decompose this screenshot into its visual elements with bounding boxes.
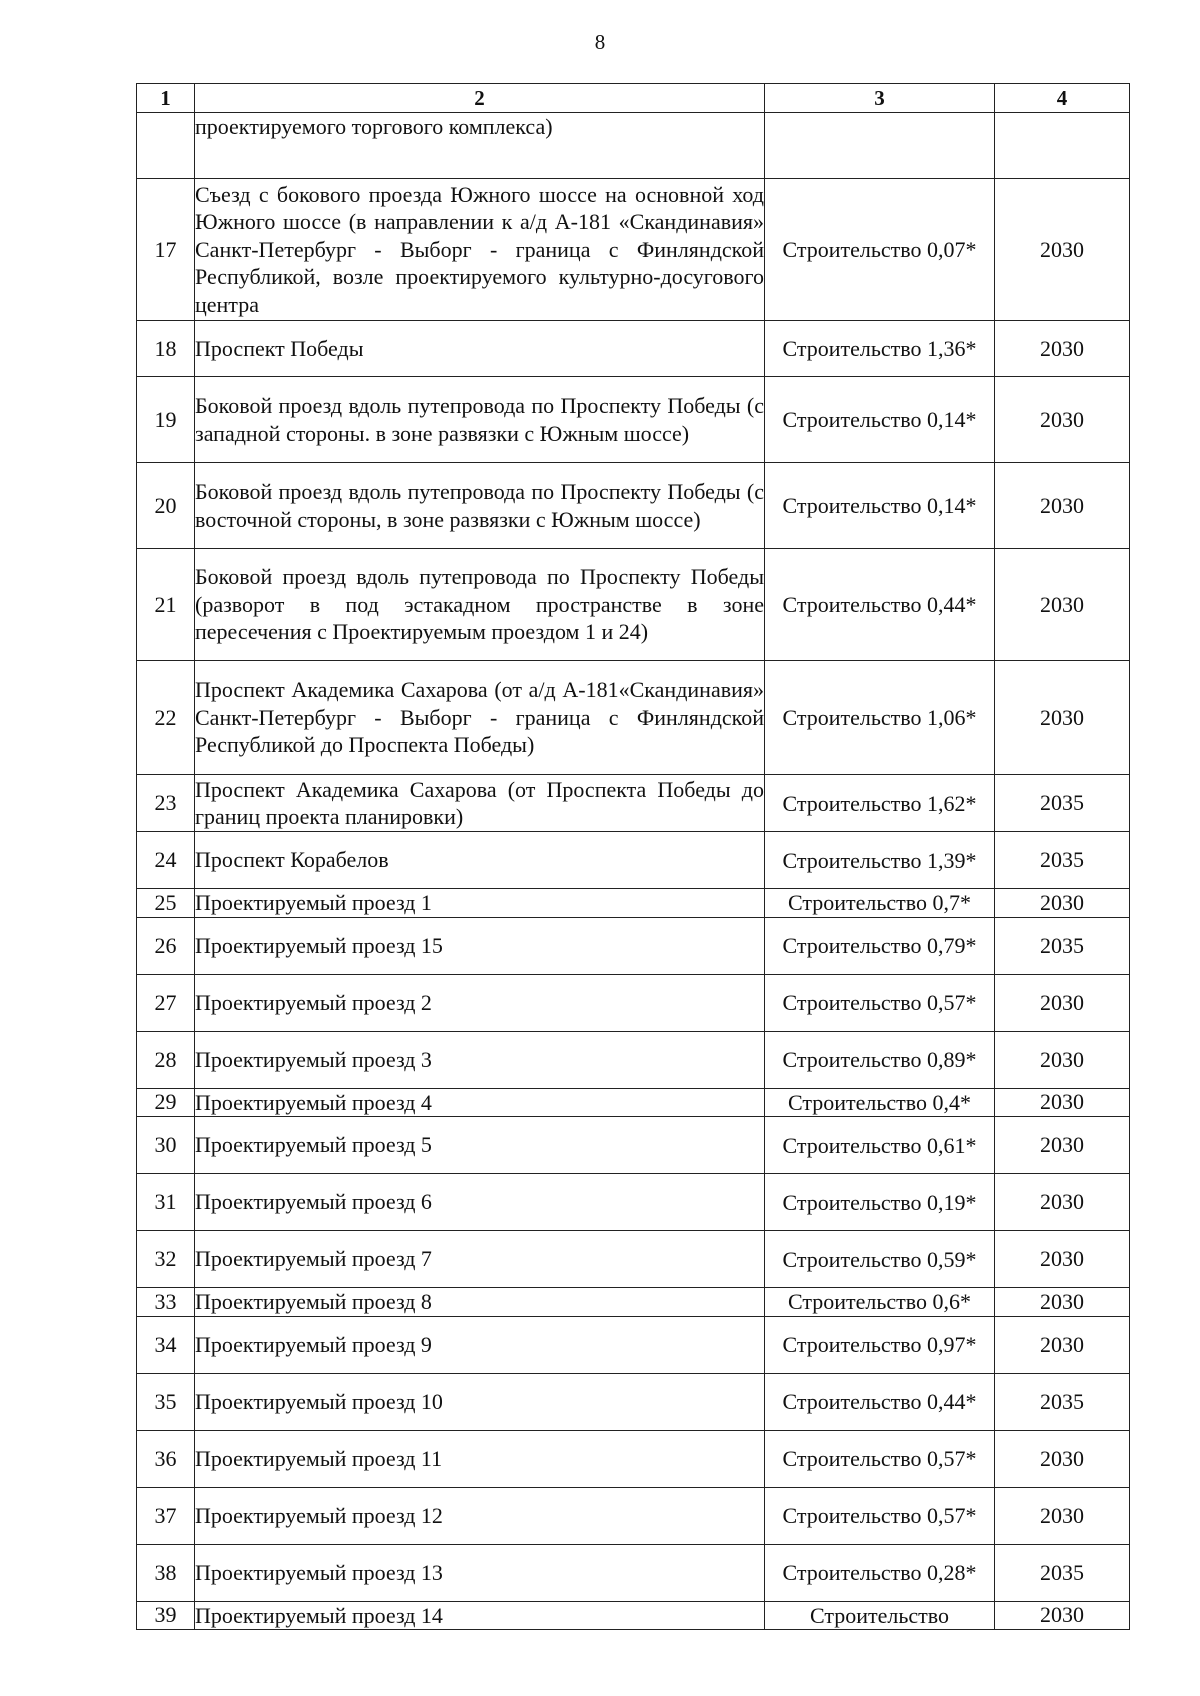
work-type: Строительство 0,44*	[765, 1373, 995, 1430]
object-name: Боковой проезд вдоль путепровода по Проспекту Победы (с западной стороны. в зоне развязки с Южным шоссе)	[195, 377, 765, 463]
object-name: Проспект Академика Сахарова (от Проспекта Победы до границ проекта планировки)	[195, 775, 765, 832]
work-type: Строительство 0,57*	[765, 1487, 995, 1544]
table-row	[137, 1031, 1130, 1088]
table-row	[137, 1288, 1130, 1317]
table-row	[137, 1174, 1130, 1231]
object-name: Проектируемый проезд 1	[195, 889, 765, 918]
table-row	[137, 1487, 1130, 1544]
completion-year: 2030	[995, 1316, 1130, 1373]
completion-year: 2030	[995, 1174, 1130, 1231]
object-name: Боковой проезд вдоль путепровода по Проспекту Победы (разворот в под эстакадном пространстве в зоне пересечения с Проектируемым проездом 1 и 24)	[195, 549, 765, 661]
completion-year	[995, 113, 1130, 179]
work-type	[765, 113, 995, 179]
row-number: 37	[137, 1487, 195, 1544]
row-number: 34	[137, 1316, 195, 1373]
table-row	[137, 113, 1130, 179]
completion-year: 2030	[995, 179, 1130, 321]
table-row	[137, 661, 1130, 775]
table-row	[137, 321, 1130, 377]
completion-year: 2035	[995, 1544, 1130, 1601]
work-type: Строительство	[765, 1601, 995, 1630]
completion-year: 2030	[995, 1601, 1130, 1630]
completion-year: 2035	[995, 775, 1130, 832]
table-row	[137, 1373, 1130, 1430]
work-type: Строительство 0,59*	[765, 1231, 995, 1288]
work-type: Строительство 1,39*	[765, 832, 995, 889]
header-col-3: 3	[765, 84, 995, 113]
object-name: Проспект Победы	[195, 321, 765, 377]
work-type: Строительство 0,19*	[765, 1174, 995, 1231]
row-number: 20	[137, 463, 195, 549]
row-number: 27	[137, 974, 195, 1031]
row-number: 24	[137, 832, 195, 889]
row-number: 39	[137, 1601, 195, 1630]
object-name: Проектируемый проезд 15	[195, 917, 765, 974]
row-number: 33	[137, 1288, 195, 1317]
completion-year: 2030	[995, 661, 1130, 775]
table-row	[137, 1430, 1130, 1487]
table-header	[137, 84, 1130, 113]
row-number	[137, 113, 195, 179]
work-type: Строительство 0,97*	[765, 1316, 995, 1373]
row-number: 21	[137, 549, 195, 661]
completion-year: 2030	[995, 321, 1130, 377]
work-type: Строительство 1,62*	[765, 775, 995, 832]
table-row	[137, 832, 1130, 889]
object-name: Проектируемый проезд 4	[195, 1088, 765, 1117]
row-number: 19	[137, 377, 195, 463]
table-row	[137, 549, 1130, 661]
table-row	[137, 377, 1130, 463]
work-type: Строительство 0,57*	[765, 974, 995, 1031]
object-name: Проектируемый проезд 12	[195, 1487, 765, 1544]
row-number: 18	[137, 321, 195, 377]
work-type: Строительство 0,14*	[765, 377, 995, 463]
table-row	[137, 463, 1130, 549]
table-body	[137, 113, 1130, 1630]
row-number: 28	[137, 1031, 195, 1088]
work-type: Строительство 0,07*	[765, 179, 995, 321]
table-row	[137, 1088, 1130, 1117]
table-row	[137, 974, 1130, 1031]
work-type: Строительство 0,14*	[765, 463, 995, 549]
object-name: Проектируемый проезд 2	[195, 974, 765, 1031]
completion-year: 2035	[995, 917, 1130, 974]
table-row	[137, 889, 1130, 918]
object-name: Съезд с бокового проезда Южного шоссе на основной ход Южного шоссе (в направлении к а/д А-181 «Скандинавия» Санкт-Петербург - Выборг - граница с Финляндской Республикой, возле проектируемого культурно-досугового центра	[195, 179, 765, 321]
completion-year: 2030	[995, 1117, 1130, 1174]
table-row	[137, 917, 1130, 974]
completion-year: 2030	[995, 889, 1130, 918]
table-row	[137, 1544, 1130, 1601]
completion-year: 2030	[995, 377, 1130, 463]
object-name: Проектируемый проезд 7	[195, 1231, 765, 1288]
object-name: Проектируемый проезд 10	[195, 1373, 765, 1430]
row-number: 22	[137, 661, 195, 775]
work-type: Строительство 0,7*	[765, 889, 995, 918]
object-name: Проектируемый проезд 3	[195, 1031, 765, 1088]
table-row	[137, 775, 1130, 832]
row-number: 35	[137, 1373, 195, 1430]
completion-year: 2030	[995, 1430, 1130, 1487]
work-type: Строительство 0,28*	[765, 1544, 995, 1601]
object-name: Проектируемый проезд 5	[195, 1117, 765, 1174]
object-name: Боковой проезд вдоль путепровода по Проспекту Победы (с восточной стороны, в зоне развязки с Южным шоссе)	[195, 463, 765, 549]
object-name: Проспект Корабелов	[195, 832, 765, 889]
completion-year: 2030	[995, 1088, 1130, 1117]
header-col-4: 4	[995, 84, 1130, 113]
row-number: 25	[137, 889, 195, 918]
row-number: 38	[137, 1544, 195, 1601]
row-number: 32	[137, 1231, 195, 1288]
object-name: Проектируемый проезд 14	[195, 1601, 765, 1630]
completion-year: 2030	[995, 1487, 1130, 1544]
header-col-2: 2	[195, 84, 765, 113]
work-type: Строительство 0,89*	[765, 1031, 995, 1088]
completion-year: 2035	[995, 1373, 1130, 1430]
object-name: Проектируемый проезд 11	[195, 1430, 765, 1487]
row-number: 36	[137, 1430, 195, 1487]
object-name: проектируемого торгового комплекса)	[195, 113, 765, 179]
table-row	[137, 1231, 1130, 1288]
completion-year: 2030	[995, 1031, 1130, 1088]
work-type: Строительство 0,61*	[765, 1117, 995, 1174]
completion-year: 2030	[995, 549, 1130, 661]
row-number: 31	[137, 1174, 195, 1231]
object-name: Проектируемый проезд 13	[195, 1544, 765, 1601]
row-number: 17	[137, 179, 195, 321]
completion-year: 2030	[995, 1288, 1130, 1317]
header-col-1: 1	[137, 84, 195, 113]
row-number: 23	[137, 775, 195, 832]
table-row	[137, 1316, 1130, 1373]
page-number: 8	[594, 30, 606, 54]
table-row	[137, 179, 1130, 321]
object-name: Проектируемый проезд 9	[195, 1316, 765, 1373]
work-type: Строительство 1,06*	[765, 661, 995, 775]
work-type: Строительство 0,57*	[765, 1430, 995, 1487]
row-number: 26	[137, 917, 195, 974]
work-type: Строительство 0,44*	[765, 549, 995, 661]
table-row	[137, 1601, 1130, 1630]
row-number: 29	[137, 1088, 195, 1117]
object-name: Проспект Академика Сахарова (от а/д А-181«Скандинавия» Санкт-Петербург - Выборг - граница с Финляндской Республикой до Проспекта Победы)	[195, 661, 765, 775]
completion-year: 2030	[995, 1231, 1130, 1288]
work-type: Строительство 0,6*	[765, 1288, 995, 1317]
work-type: Строительство 0,79*	[765, 917, 995, 974]
completion-year: 2035	[995, 832, 1130, 889]
object-name: Проектируемый проезд 6	[195, 1174, 765, 1231]
work-type: Строительство 1,36*	[765, 321, 995, 377]
completion-year: 2030	[995, 463, 1130, 549]
road-works-table	[136, 83, 1130, 1630]
row-number: 30	[137, 1117, 195, 1174]
completion-year: 2030	[995, 974, 1130, 1031]
header-row	[137, 84, 1130, 113]
table-row	[137, 1117, 1130, 1174]
work-type: Строительство 0,4*	[765, 1088, 995, 1117]
object-name: Проектируемый проезд 8	[195, 1288, 765, 1317]
